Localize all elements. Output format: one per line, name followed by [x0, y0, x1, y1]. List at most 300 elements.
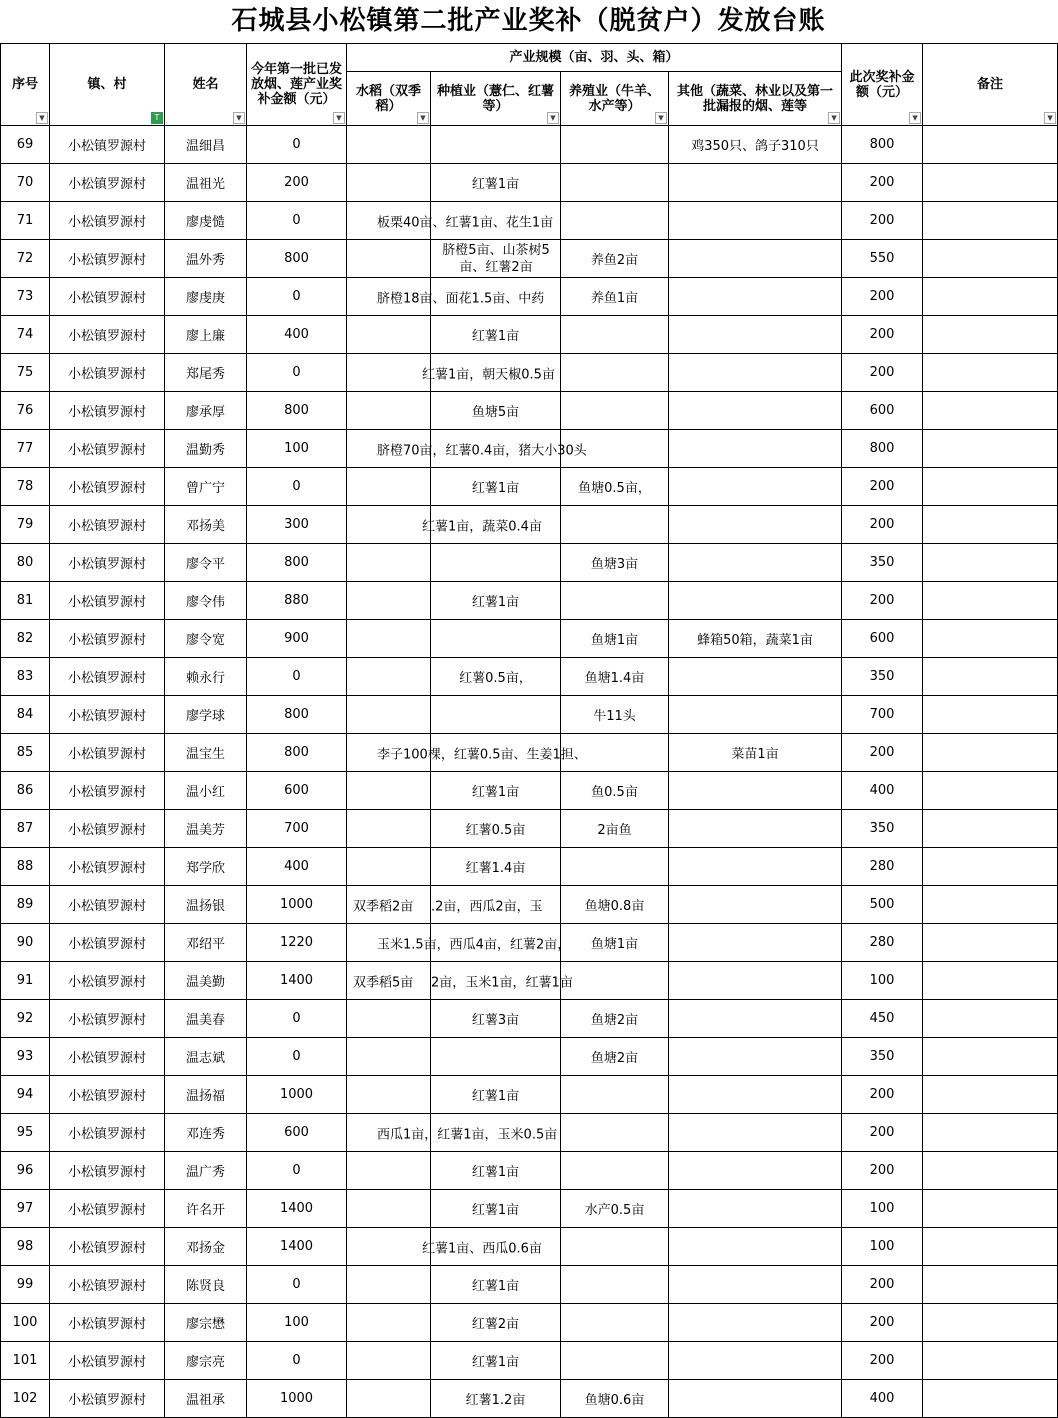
remark-cell[interactable] [923, 316, 1058, 354]
amount-cell[interactable]: 350 [842, 810, 923, 848]
rice-cell[interactable] [347, 1076, 431, 1114]
rice-cell[interactable] [347, 1152, 431, 1190]
other-cell[interactable] [669, 164, 842, 202]
remark-cell[interactable] [923, 430, 1058, 468]
amount-cell[interactable]: 200 [842, 1342, 923, 1380]
dropdown-arrow-icon[interactable]: ▼ [233, 112, 245, 124]
remark-cell[interactable] [923, 506, 1058, 544]
breeding-cell[interactable] [561, 1076, 669, 1114]
planting-cell[interactable]: 鱼塘5亩 [431, 392, 561, 430]
name-cell[interactable]: 廖虔庚 [165, 278, 247, 316]
seq-cell[interactable]: 74 [1, 316, 50, 354]
other-cell[interactable] [669, 696, 842, 734]
seq-cell[interactable]: 100 [1, 1304, 50, 1342]
remark-cell[interactable] [923, 1342, 1058, 1380]
other-cell[interactable] [669, 582, 842, 620]
village-cell[interactable]: 小松镇罗源村 [50, 962, 165, 1000]
name-cell[interactable]: 温祖光 [165, 164, 247, 202]
breeding-cell[interactable]: 鱼0.5亩 [561, 772, 669, 810]
first-batch-cell[interactable]: 1000 [247, 1380, 347, 1418]
amount-cell[interactable]: 500 [842, 886, 923, 924]
rice-cell[interactable] [347, 1266, 431, 1304]
remark-cell[interactable] [923, 1076, 1058, 1114]
seq-cell[interactable]: 72 [1, 240, 50, 278]
seq-cell[interactable]: 92 [1, 1000, 50, 1038]
village-cell[interactable]: 小松镇罗源村 [50, 620, 165, 658]
breeding-cell[interactable]: 鱼塘1.4亩 [561, 658, 669, 696]
remark-cell[interactable] [923, 1228, 1058, 1266]
name-cell[interactable]: 温扬银 [165, 886, 247, 924]
remark-cell[interactable] [923, 886, 1058, 924]
remark-cell[interactable] [923, 848, 1058, 886]
village-cell[interactable]: 小松镇罗源村 [50, 1266, 165, 1304]
other-cell[interactable] [669, 1076, 842, 1114]
seq-cell[interactable]: 69 [1, 126, 50, 164]
village-cell[interactable]: 小松镇罗源村 [50, 924, 165, 962]
name-cell[interactable]: 曾广宁 [165, 468, 247, 506]
planting-cell[interactable]: 红薯1.4亩 [431, 848, 561, 886]
first-batch-cell[interactable]: 600 [247, 1114, 347, 1152]
village-cell[interactable]: 小松镇罗源村 [50, 810, 165, 848]
first-batch-cell[interactable]: 800 [247, 240, 347, 278]
other-cell[interactable]: 蜂箱50箱，蔬菜1亩 [669, 620, 842, 658]
breeding-cell[interactable] [561, 506, 669, 544]
other-cell[interactable] [669, 468, 842, 506]
remark-cell[interactable] [923, 658, 1058, 696]
seq-cell[interactable]: 99 [1, 1266, 50, 1304]
amount-cell[interactable]: 100 [842, 1228, 923, 1266]
name-cell[interactable]: 廖令宽 [165, 620, 247, 658]
remark-cell[interactable] [923, 468, 1058, 506]
other-cell[interactable] [669, 1190, 842, 1228]
name-cell[interactable]: 许名开 [165, 1190, 247, 1228]
amount-cell[interactable]: 200 [842, 316, 923, 354]
first-batch-cell[interactable]: 1400 [247, 962, 347, 1000]
seq-cell[interactable]: 82 [1, 620, 50, 658]
first-batch-cell[interactable]: 800 [247, 544, 347, 582]
name-cell[interactable]: 温小红 [165, 772, 247, 810]
first-batch-cell[interactable]: 400 [247, 848, 347, 886]
dropdown-arrow-icon[interactable]: ▼ [417, 112, 429, 124]
first-batch-cell[interactable]: 800 [247, 392, 347, 430]
name-cell[interactable]: 廖宗懋 [165, 1304, 247, 1342]
other-cell[interactable] [669, 810, 842, 848]
amount-cell[interactable]: 550 [842, 240, 923, 278]
amount-cell[interactable]: 100 [842, 1190, 923, 1228]
rice-cell[interactable] [347, 658, 431, 696]
first-batch-cell[interactable]: 1220 [247, 924, 347, 962]
dropdown-arrow-icon[interactable]: ▼ [655, 112, 667, 124]
name-cell[interactable]: 陈贤良 [165, 1266, 247, 1304]
breeding-cell[interactable] [561, 354, 669, 392]
village-cell[interactable]: 小松镇罗源村 [50, 1304, 165, 1342]
first-batch-cell[interactable]: 1400 [247, 1228, 347, 1266]
breeding-cell[interactable]: 鱼塘2亩 [561, 1038, 669, 1076]
amount-cell[interactable]: 600 [842, 392, 923, 430]
village-cell[interactable]: 小松镇罗源村 [50, 734, 165, 772]
rice-cell[interactable] [347, 430, 587, 468]
other-cell[interactable] [669, 924, 842, 962]
amount-cell[interactable]: 200 [842, 582, 923, 620]
breeding-cell[interactable] [561, 962, 669, 1000]
seq-cell[interactable]: 85 [1, 734, 50, 772]
rice-cell[interactable] [347, 734, 587, 772]
other-cell[interactable] [669, 1266, 842, 1304]
remark-cell[interactable] [923, 582, 1058, 620]
amount-cell[interactable]: 200 [842, 164, 923, 202]
breeding-cell[interactable] [561, 848, 669, 886]
breeding-cell[interactable]: 牛11头 [561, 696, 669, 734]
first-batch-cell[interactable]: 300 [247, 506, 347, 544]
remark-cell[interactable] [923, 240, 1058, 278]
rice-cell[interactable] [347, 810, 431, 848]
seq-cell[interactable]: 91 [1, 962, 50, 1000]
amount-cell[interactable]: 350 [842, 544, 923, 582]
amount-cell[interactable]: 600 [842, 620, 923, 658]
village-cell[interactable]: 小松镇罗源村 [50, 506, 165, 544]
seq-cell[interactable]: 96 [1, 1152, 50, 1190]
breeding-cell[interactable] [561, 582, 669, 620]
amount-cell[interactable]: 200 [842, 1114, 923, 1152]
seq-cell[interactable]: 94 [1, 1076, 50, 1114]
seq-cell[interactable]: 95 [1, 1114, 50, 1152]
breeding-cell[interactable] [561, 392, 669, 430]
name-cell[interactable]: 邓绍平 [165, 924, 247, 962]
name-cell[interactable]: 廖令伟 [165, 582, 247, 620]
first-batch-cell[interactable]: 0 [247, 1342, 347, 1380]
name-cell[interactable]: 温广秀 [165, 1152, 247, 1190]
first-batch-cell[interactable]: 0 [247, 1152, 347, 1190]
planting-cell[interactable]: 红薯1亩 [431, 1342, 561, 1380]
planting-cell[interactable]: 红薯2亩 [431, 1304, 561, 1342]
remark-cell[interactable] [923, 810, 1058, 848]
village-cell[interactable]: 小松镇罗源村 [50, 1190, 165, 1228]
other-cell[interactable] [669, 772, 842, 810]
other-cell[interactable] [669, 1000, 842, 1038]
name-cell[interactable]: 邓扬美 [165, 506, 247, 544]
village-cell[interactable]: 小松镇罗源村 [50, 1076, 165, 1114]
planting-cell[interactable]: 红薯1亩 [431, 164, 561, 202]
village-cell[interactable]: 小松镇罗源村 [50, 772, 165, 810]
rice-cell[interactable] [347, 582, 431, 620]
breeding-cell[interactable] [561, 1228, 669, 1266]
remark-cell[interactable] [923, 1304, 1058, 1342]
other-cell[interactable] [669, 1038, 842, 1076]
first-batch-cell[interactable]: 0 [247, 354, 347, 392]
rice-cell[interactable] [347, 1114, 558, 1152]
village-cell[interactable]: 小松镇罗源村 [50, 126, 165, 164]
breeding-cell[interactable]: 2亩鱼 [561, 810, 669, 848]
name-cell[interactable]: 廖虔慥 [165, 202, 247, 240]
dropdown-arrow-icon[interactable]: ▼ [36, 112, 48, 124]
village-cell[interactable]: 小松镇罗源村 [50, 240, 165, 278]
breeding-cell[interactable] [561, 316, 669, 354]
rice-cell[interactable] [347, 354, 555, 392]
breeding-cell[interactable]: 鱼塘3亩 [561, 544, 669, 582]
first-batch-cell[interactable]: 1000 [247, 1076, 347, 1114]
rice-cell[interactable] [347, 468, 431, 506]
seq-cell[interactable]: 87 [1, 810, 50, 848]
amount-cell[interactable]: 200 [842, 202, 923, 240]
seq-cell[interactable]: 75 [1, 354, 50, 392]
other-cell[interactable] [669, 278, 842, 316]
remark-cell[interactable] [923, 1114, 1058, 1152]
seq-cell[interactable]: 102 [1, 1380, 50, 1418]
village-cell[interactable]: 小松镇罗源村 [50, 544, 165, 582]
name-cell[interactable]: 赖永行 [165, 658, 247, 696]
planting-cell[interactable] [431, 620, 561, 658]
remark-cell[interactable] [923, 1038, 1058, 1076]
name-cell[interactable]: 廖宗亮 [165, 1342, 247, 1380]
first-batch-cell[interactable]: 700 [247, 810, 347, 848]
rice-cell[interactable] [347, 1380, 431, 1418]
planting-cell[interactable] [431, 886, 561, 924]
planting-cell[interactable]: 红薯1亩 [431, 1076, 561, 1114]
first-batch-cell[interactable]: 0 [247, 658, 347, 696]
other-cell[interactable] [669, 1380, 842, 1418]
rice-cell[interactable] [347, 316, 431, 354]
remark-cell[interactable] [923, 544, 1058, 582]
name-cell[interactable]: 廖上廉 [165, 316, 247, 354]
amount-cell[interactable]: 450 [842, 1000, 923, 1038]
rice-cell[interactable] [347, 506, 542, 544]
name-cell[interactable]: 廖学球 [165, 696, 247, 734]
filter-active-icon[interactable]: T [151, 112, 163, 124]
name-cell[interactable]: 温志斌 [165, 1038, 247, 1076]
other-cell[interactable] [669, 658, 842, 696]
amount-cell[interactable]: 100 [842, 962, 923, 1000]
first-batch-cell[interactable]: 600 [247, 772, 347, 810]
amount-cell[interactable]: 200 [842, 1266, 923, 1304]
village-cell[interactable]: 小松镇罗源村 [50, 1342, 165, 1380]
remark-cell[interactable] [923, 1190, 1058, 1228]
other-cell[interactable] [669, 1304, 842, 1342]
remark-cell[interactable] [923, 202, 1058, 240]
rice-cell[interactable] [347, 544, 431, 582]
name-cell[interactable]: 温勤秀 [165, 430, 247, 468]
first-batch-cell[interactable]: 800 [247, 696, 347, 734]
amount-cell[interactable]: 400 [842, 1380, 923, 1418]
village-cell[interactable]: 小松镇罗源村 [50, 1000, 165, 1038]
rice-cell[interactable] [347, 1190, 431, 1228]
rice-cell[interactable] [347, 1304, 431, 1342]
first-batch-cell[interactable]: 0 [247, 1038, 347, 1076]
rice-cell[interactable] [347, 848, 431, 886]
dropdown-arrow-icon[interactable]: ▼ [909, 112, 921, 124]
breeding-cell[interactable]: 鱼塘2亩 [561, 1000, 669, 1038]
village-cell[interactable]: 小松镇罗源村 [50, 468, 165, 506]
breeding-cell[interactable]: 鱼塘0.8亩 [561, 886, 669, 924]
amount-cell[interactable]: 200 [842, 468, 923, 506]
seq-cell[interactable]: 71 [1, 202, 50, 240]
planting-cell[interactable]: 红薯1亩 [431, 582, 561, 620]
amount-cell[interactable]: 200 [842, 1304, 923, 1342]
village-cell[interactable]: 小松镇罗源村 [50, 582, 165, 620]
village-cell[interactable]: 小松镇罗源村 [50, 848, 165, 886]
name-cell[interactable]: 温美春 [165, 1000, 247, 1038]
planting-cell[interactable] [431, 240, 561, 278]
other-cell[interactable] [669, 506, 842, 544]
other-cell[interactable] [669, 202, 842, 240]
other-cell[interactable] [669, 392, 842, 430]
rice-cell[interactable] [347, 924, 571, 962]
planting-cell[interactable]: 红薯1亩 [431, 468, 561, 506]
name-cell[interactable]: 廖承厚 [165, 392, 247, 430]
rice-cell[interactable] [347, 126, 431, 164]
planting-cell[interactable]: 红薯1亩 [431, 1266, 561, 1304]
planting-cell[interactable]: 红薯1亩 [431, 316, 561, 354]
remark-cell[interactable] [923, 772, 1058, 810]
rice-cell[interactable] [347, 772, 431, 810]
seq-cell[interactable]: 78 [1, 468, 50, 506]
first-batch-cell[interactable]: 0 [247, 278, 347, 316]
other-cell[interactable]: 鸡350只、鸽子310只 [669, 126, 842, 164]
village-cell[interactable]: 小松镇罗源村 [50, 202, 165, 240]
village-cell[interactable]: 小松镇罗源村 [50, 392, 165, 430]
seq-cell[interactable]: 89 [1, 886, 50, 924]
rice-cell[interactable] [347, 240, 431, 278]
breeding-cell[interactable]: 鱼塘0.5亩， [561, 468, 669, 506]
rice-cell[interactable] [347, 1342, 431, 1380]
rice-cell[interactable] [347, 886, 431, 924]
first-batch-cell[interactable]: 100 [247, 1304, 347, 1342]
amount-cell[interactable]: 200 [842, 1152, 923, 1190]
first-batch-cell[interactable]: 1400 [247, 1190, 347, 1228]
rice-cell[interactable] [347, 696, 431, 734]
amount-cell[interactable]: 700 [842, 696, 923, 734]
planting-cell[interactable] [431, 696, 561, 734]
name-cell[interactable]: 廖令平 [165, 544, 247, 582]
first-batch-cell[interactable]: 0 [247, 202, 347, 240]
village-cell[interactable]: 小松镇罗源村 [50, 278, 165, 316]
breeding-cell[interactable]: 水产0.5亩 [561, 1190, 669, 1228]
village-cell[interactable]: 小松镇罗源村 [50, 658, 165, 696]
rice-cell[interactable] [347, 1000, 431, 1038]
name-cell[interactable]: 郑学欣 [165, 848, 247, 886]
first-batch-cell[interactable]: 200 [247, 164, 347, 202]
seq-cell[interactable]: 88 [1, 848, 50, 886]
rice-cell[interactable] [347, 202, 554, 240]
other-cell[interactable] [669, 962, 842, 1000]
dropdown-arrow-icon[interactable]: ▼ [1044, 112, 1056, 124]
other-cell[interactable] [669, 1342, 842, 1380]
planting-cell[interactable] [431, 962, 573, 1000]
first-batch-cell[interactable]: 800 [247, 734, 347, 772]
breeding-cell[interactable] [561, 1266, 669, 1304]
remark-cell[interactable] [923, 962, 1058, 1000]
remark-cell[interactable] [923, 1000, 1058, 1038]
name-cell[interactable]: 温美勤 [165, 962, 247, 1000]
dropdown-arrow-icon[interactable]: ▼ [333, 112, 345, 124]
seq-cell[interactable]: 86 [1, 772, 50, 810]
rice-cell[interactable] [347, 620, 431, 658]
village-cell[interactable]: 小松镇罗源村 [50, 1228, 165, 1266]
planting-cell[interactable]: 红薯0.5亩 [431, 810, 561, 848]
village-cell[interactable]: 小松镇罗源村 [50, 696, 165, 734]
breeding-cell[interactable]: 养鱼1亩 [561, 278, 669, 316]
planting-cell[interactable]: 红薯1亩 [431, 772, 561, 810]
name-cell[interactable]: 温外秀 [165, 240, 247, 278]
remark-cell[interactable] [923, 1266, 1058, 1304]
first-batch-cell[interactable]: 0 [247, 126, 347, 164]
name-cell[interactable]: 邓扬金 [165, 1228, 247, 1266]
seq-cell[interactable]: 93 [1, 1038, 50, 1076]
seq-cell[interactable]: 98 [1, 1228, 50, 1266]
other-cell[interactable] [669, 1114, 842, 1152]
village-cell[interactable]: 小松镇罗源村 [50, 430, 165, 468]
rice-cell[interactable] [347, 278, 545, 316]
name-cell[interactable]: 邓连秀 [165, 1114, 247, 1152]
breeding-cell[interactable]: 养鱼2亩 [561, 240, 669, 278]
other-cell[interactable] [669, 544, 842, 582]
breeding-cell[interactable] [561, 126, 669, 164]
other-cell[interactable] [669, 240, 842, 278]
other-cell[interactable] [669, 430, 842, 468]
first-batch-cell[interactable]: 0 [247, 1000, 347, 1038]
first-batch-cell[interactable]: 880 [247, 582, 347, 620]
seq-cell[interactable]: 73 [1, 278, 50, 316]
planting-cell[interactable] [431, 544, 561, 582]
village-cell[interactable]: 小松镇罗源村 [50, 1114, 165, 1152]
amount-cell[interactable]: 350 [842, 658, 923, 696]
first-batch-cell[interactable]: 400 [247, 316, 347, 354]
seq-cell[interactable]: 70 [1, 164, 50, 202]
rice-cell[interactable] [347, 962, 431, 1000]
rice-cell[interactable] [347, 392, 431, 430]
village-cell[interactable]: 小松镇罗源村 [50, 1038, 165, 1076]
rice-cell[interactable] [347, 1038, 431, 1076]
remark-cell[interactable] [923, 924, 1058, 962]
breeding-cell[interactable] [561, 202, 669, 240]
seq-cell[interactable]: 79 [1, 506, 50, 544]
name-cell[interactable]: 温扬福 [165, 1076, 247, 1114]
seq-cell[interactable]: 80 [1, 544, 50, 582]
remark-cell[interactable] [923, 126, 1058, 164]
breeding-cell[interactable] [561, 1152, 669, 1190]
seq-cell[interactable]: 81 [1, 582, 50, 620]
amount-cell[interactable]: 350 [842, 1038, 923, 1076]
breeding-cell[interactable]: 鱼塘1亩 [561, 924, 669, 962]
other-cell[interactable] [669, 1152, 842, 1190]
other-cell[interactable] [669, 1228, 842, 1266]
planting-cell[interactable]: 红薯1.2亩 [431, 1380, 561, 1418]
first-batch-cell[interactable]: 1000 [247, 886, 347, 924]
amount-cell[interactable]: 400 [842, 772, 923, 810]
breeding-cell[interactable] [561, 164, 669, 202]
amount-cell[interactable]: 200 [842, 506, 923, 544]
village-cell[interactable]: 小松镇罗源村 [50, 1380, 165, 1418]
remark-cell[interactable] [923, 620, 1058, 658]
seq-cell[interactable]: 90 [1, 924, 50, 962]
planting-cell[interactable] [431, 1038, 561, 1076]
village-cell[interactable]: 小松镇罗源村 [50, 1152, 165, 1190]
other-cell[interactable] [669, 886, 842, 924]
planting-cell[interactable]: 红薯0.5亩， [431, 658, 561, 696]
amount-cell[interactable]: 200 [842, 734, 923, 772]
breeding-cell[interactable] [561, 1342, 669, 1380]
remark-cell[interactable] [923, 392, 1058, 430]
name-cell[interactable]: 温祖承 [165, 1380, 247, 1418]
village-cell[interactable]: 小松镇罗源村 [50, 886, 165, 924]
remark-cell[interactable] [923, 734, 1058, 772]
breeding-cell[interactable]: 鱼塘0.6亩 [561, 1380, 669, 1418]
seq-cell[interactable]: 83 [1, 658, 50, 696]
first-batch-cell[interactable]: 0 [247, 468, 347, 506]
amount-cell[interactable]: 200 [842, 278, 923, 316]
seq-cell[interactable]: 76 [1, 392, 50, 430]
planting-cell[interactable]: 红薯1亩 [431, 1152, 561, 1190]
village-cell[interactable]: 小松镇罗源村 [50, 164, 165, 202]
